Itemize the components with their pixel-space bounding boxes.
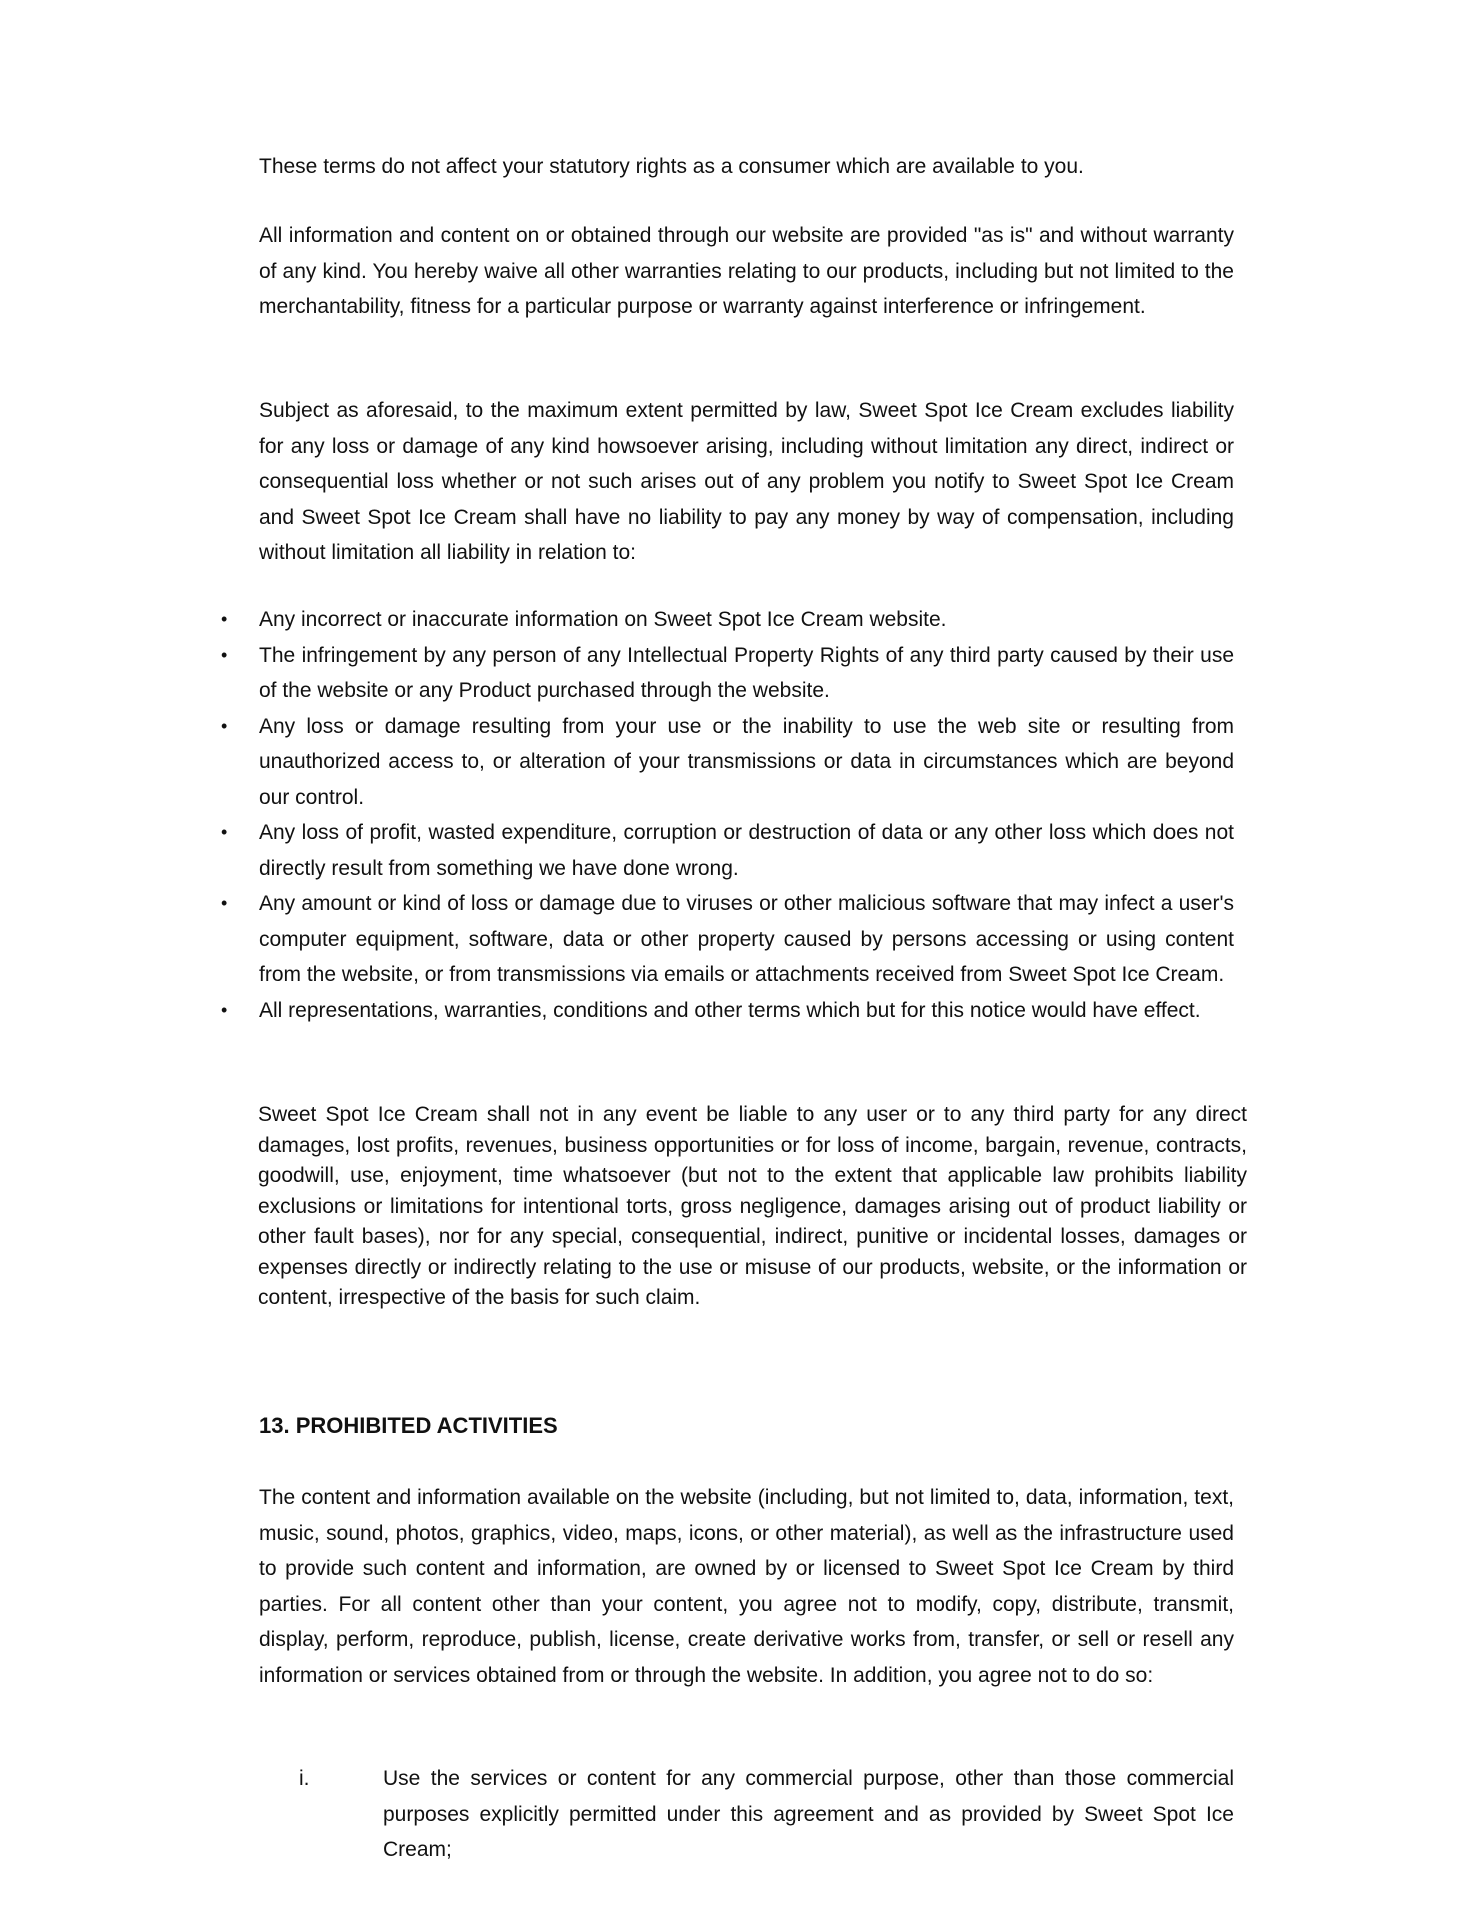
section-heading: 13. PROHIBITED ACTIVITIES xyxy=(259,1413,558,1438)
prohibited-item-text: Use the services or content for any commercial purpose, other than those commercial purposes explicitly permitted under this agreement and as provided by Sweet Spot Ice Cream; xyxy=(383,1767,1234,1861)
prohibited-intro-paragraph: The content and information available on the website (including, but not limited to, data, information, text, music, sound, photos, graphics, video, maps, icons, or other material), as well as the infrastructure used to provide such content and information, are owned by or licensed to Sweet Spot Ice Cream by third parties. For all content other than your content, you agree not to modify, copy, distribute, transmit, display, perform, reproduce, publish, license, create derivative works from, transfer, or sell or resell any information or services obtained from or through the website. In addition, you agree not to do so: xyxy=(259,1486,1234,1687)
bullet-icon: • xyxy=(221,999,228,1020)
liability-list xyxy=(221,602,1234,1028)
list-item: • All representations, warranties, conditions and other terms which but for this notice would have effect. xyxy=(259,993,1234,1029)
bullet-icon: • xyxy=(221,822,228,842)
bullet-icon: • xyxy=(221,644,228,665)
list-item: • The infringement by any person of any Intellectual Property Rights of any third party caused by their use of the website or any Product purchased through the website. xyxy=(259,638,1234,709)
as-is-paragraph: All information and content on or obtained through our website are provided "as is" and without warranty of any kind. You hereby waive all other warranties relating to our products, including but not limited to the merchantability, fitness for a particular purpose or warranty against interference or infringement. xyxy=(259,224,1234,318)
liability-exclusion-paragraph: Subject as aforesaid, to the maximum extent permitted by law, Sweet Spot Ice Cream excludes liability for any loss or damage of any kind howsoever arising, including without limitation any direct, indirect or consequential loss whether or not such arises out of any problem you notify to Sweet Spot Ice Cream and Sweet Spot Ice Cream shall have no liability to pay any money by way of compensation, including without limitation all liability in relation to: xyxy=(259,399,1234,564)
bullet-icon: • xyxy=(221,893,228,913)
list-item: • Any amount or kind of loss or damage due to viruses or other malicious software that may infect a user's computer equipment, software, data or other property caused by persons accessing or using content from the website, or from transmissions via emails or attachments received from Sweet Spot Ice Cream. xyxy=(259,886,1234,993)
statutory-rights-paragraph: These terms do not affect your statutory rights as a consumer which are available to you. xyxy=(259,155,1084,178)
bullet-icon: • xyxy=(221,715,228,736)
list-numeral: i. xyxy=(299,1767,310,1790)
list-item: • Any loss or damage resulting from your use or the inability to use the web site or resulting from unauthorized access to, or alteration of your transmissions or data in circumstances which are beyond our control. xyxy=(259,709,1234,816)
list-item: • Any loss of profit, wasted expenditure, corruption or destruction of data or any other loss which does not directly result from something we have done wrong. xyxy=(259,815,1234,886)
bullet-icon: • xyxy=(221,609,228,629)
no-liability-paragraph: Sweet Spot Ice Cream shall not in any event be liable to any user or to any third party for any direct damages, lost profits, revenues, business opportunities or for loss of income, bargain, revenue, contracts, goodwill, use, enjoyment, time whatsoever (but not to the extent that applicable law prohibits liability exclusions or limitations for intentional torts, gross negligence, damages arising out of product liability or other fault bases), nor for any special, consequential, indirect, punitive or incidental losses, damages or expenses directly or indirectly relating to the use or misuse of our products, website, or the information or content, irrespective of the basis for such claim. xyxy=(258,1103,1247,1309)
list-item: • Any incorrect or inaccurate information on Sweet Spot Ice Cream website. xyxy=(259,602,1234,638)
